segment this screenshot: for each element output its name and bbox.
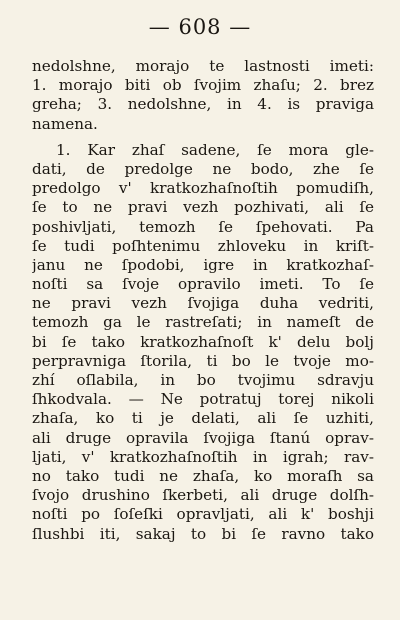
text-line: ſe to ne pravi vezh pozhivati, ali ſe — [32, 198, 374, 217]
text-line: ſlushbi iti, sakaj to bi ſe ravno tako — [32, 524, 374, 543]
text-line: ſhkodvala. — Ne potratuj torej nikoli — [32, 390, 374, 409]
paragraph-1 — [32, 141, 374, 544]
text-line: no tako tudi ne zhaſa, ko moraſh sa — [32, 466, 374, 485]
text-line: temozh ga le rastreſati; in nameſt de — [32, 313, 374, 332]
text-line: noſti sa ſvoje opravilo imeti. To ſe — [32, 275, 374, 294]
text-line: zhí oſlabila, in bo tvojimu sdravju — [32, 371, 374, 389]
text-line: greha; 3. nedolshne, in 4. is praviga — [32, 95, 374, 114]
text-line: ſvojo drushino ſkerbeti, ali druge dolſh- — [32, 486, 374, 505]
text-line: nedolshne, morajo te lastnosti imeti: — [32, 57, 374, 75]
text-line: namena. — [32, 114, 98, 133]
text-line: dati, de predolge ne bodo, zhe ſe — [32, 159, 374, 178]
text-line: ali druge opravila ſvojiga ſtanú oprav- — [32, 428, 374, 447]
text-line: 1. morajo biti ob ſvojim zhaſu; 2. brez — [32, 76, 374, 95]
text-line: poshivljati, temozh ſe ſpehovati. Pa — [32, 217, 374, 236]
page-body — [32, 57, 374, 544]
text-line: predolgo v' kratkozhaſnoſtih pomudiſh, — [32, 179, 374, 198]
page-number: — 608 — — [148, 15, 252, 39]
text-line: bi ſe tako kratkozhaſnoſt k' delu bolj — [32, 332, 374, 351]
text-line: noſti po ſoſeſki opravljati, ali k' boshji — [32, 505, 374, 524]
text-line: zhaſa, ko ti je delati, ali ſe uzhiti, — [32, 409, 374, 428]
text-line: perpravniga ſtorila, ti bo le tvoje mo- — [32, 351, 374, 370]
text-line: ne pravi vezh ſvojiga duha vedriti, — [32, 294, 374, 313]
text-line: janu ne ſpodobi, igre in kratkozhaſ- — [32, 255, 374, 274]
text-line: 1. Kar zhaſ sadene, ſe mora gle- — [56, 140, 374, 159]
paragraph-intro — [32, 57, 374, 134]
text-line: ljati, v' kratkozhaſnoſtih in igrah; rav- — [32, 447, 374, 466]
text-line: ſe tudi poſhtenimu zhloveku in kriſt- — [32, 236, 374, 255]
